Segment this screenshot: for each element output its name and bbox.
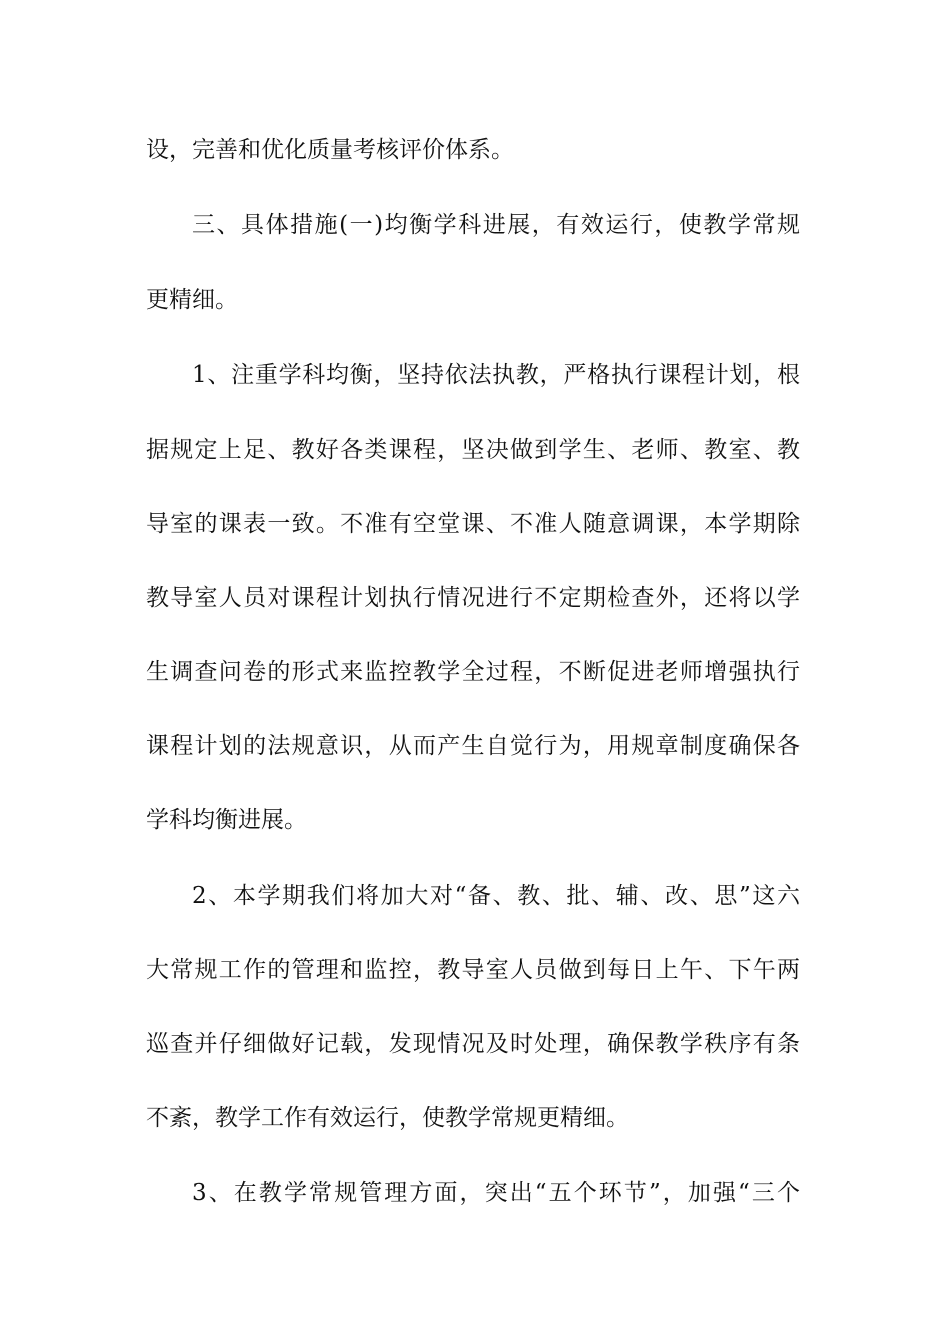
text-line: 学科均衡进展。 [146,807,307,833]
text-line: 巡查并仔细做好记载，发现情况及时处理，确保教学秩序有条 [146,1031,800,1057]
text-line: 更精细。 [146,287,238,313]
text-line: 不紊，教学工作有效运行，使教学常规更精细。 [146,1105,629,1131]
paragraph-1-first-line: 1、注重学科均衡，坚持依法执教，严格执行课程计划，根 [192,362,800,388]
text-line: 导室的课表一致。不准有空堂课、不准人随意调课，本学期除 [146,511,800,537]
paragraph-2-first-line: 2、本学期我们将加大对“备、教、批、辅、改、思”这六 [192,883,800,909]
text-line: 课程计划的法规意识，从而产生自觉行为，用规章制度确保各 [146,733,800,759]
text-line: 据规定上足、教好各类课程，坚决做到学生、老师、教室、教 [146,437,800,463]
text-line: 生调查问卷的形式来监控教学全过程，不断促进老师增强执行 [146,659,800,685]
section-heading-line: 三、具体措施(一)均衡学科进展，有效运行，使教学常规 [192,212,800,238]
text-line: 大常规工作的管理和监控，教导室人员做到每日上午、下午两 [146,957,800,983]
paragraph-3-first-line: 3、在教学常规管理方面，突出“五个环节”，加强“三个 [192,1180,800,1206]
text-line: 教导室人员对课程计划执行情况进行不定期检查外，还将以学 [146,585,800,611]
text-line: 设，完善和优化质量考核评价体系。 [146,137,514,163]
